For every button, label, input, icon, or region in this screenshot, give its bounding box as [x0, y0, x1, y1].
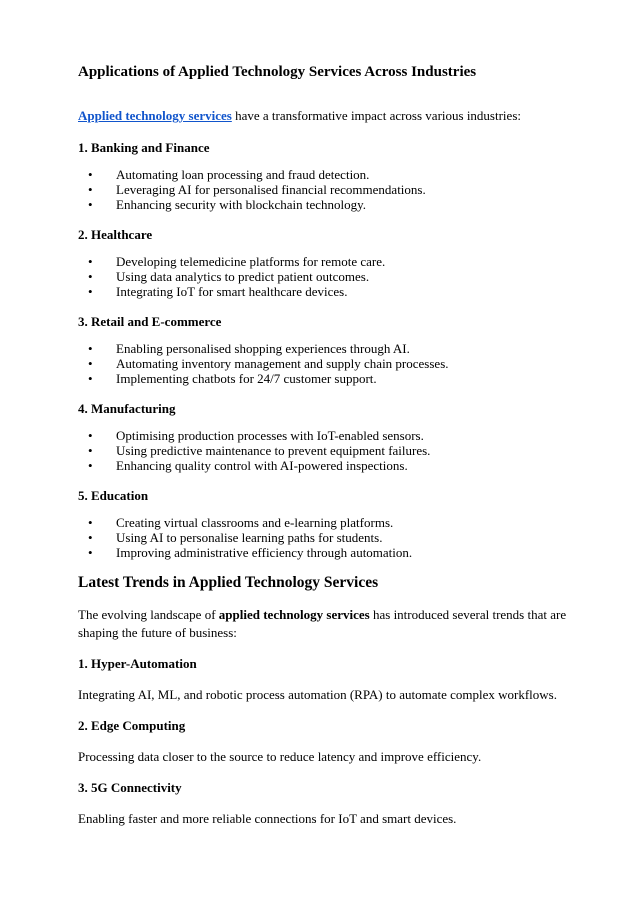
intro-text: have a transformative impact across various industries:	[231, 108, 521, 123]
trend-text-edge-computing: Processing data closer to the source to reduce latency and improve efficiency.	[78, 749, 482, 764]
bullet-icon: •	[88, 197, 93, 212]
section-list-manufacturing	[78, 428, 578, 473]
list-item: • Improving administrative efficiency through automation.	[88, 545, 413, 560]
bullet-icon: •	[88, 530, 93, 545]
trends-heading: Latest Trends in Applied Technology Services	[78, 574, 379, 591]
bullet-icon: •	[88, 428, 93, 443]
trends-intro: The evolving landscape of applied technology services has introduced several trends that are shaping the future of business:	[78, 607, 567, 640]
bullet-icon: •	[88, 458, 93, 473]
bullet-icon: •	[88, 254, 93, 269]
section-list-education	[78, 515, 578, 560]
list-item: • Enhancing security with blockchain technology.	[88, 197, 367, 212]
list-item: • Using predictive maintenance to prevent equipment failures.	[88, 443, 431, 458]
document-title: Applications of Applied Technology Services Across Industries	[78, 64, 477, 80]
bullet-icon: •	[88, 284, 93, 299]
list-item: • Developing telemedicine platforms for remote care.	[88, 254, 386, 269]
trend-title-edge-computing: 2. Edge Computing	[78, 718, 186, 733]
bullet-icon: •	[88, 341, 93, 356]
trend-title-hyper-automation: 1. Hyper-Automation	[78, 656, 197, 671]
section-list-healthcare	[78, 254, 578, 299]
list-item: • Optimising production processes with IoT-enabled sensors.	[88, 428, 424, 443]
list-item: • Integrating IoT for smart healthcare devices.	[88, 284, 348, 299]
list-item: • Creating virtual classrooms and e-learning platforms.	[88, 515, 394, 530]
section-title-retail: 3. Retail and E-commerce	[78, 314, 222, 329]
document-page	[78, 62, 578, 828]
section-title-healthcare: 2. Healthcare	[78, 227, 153, 242]
applied-technology-services-link[interactable]: Applied technology services	[78, 108, 232, 123]
section-title-manufacturing: 4. Manufacturing	[78, 401, 176, 416]
bullet-icon: •	[88, 371, 93, 386]
bullet-icon: •	[88, 167, 93, 182]
list-item: • Using data analytics to predict patient outcomes.	[88, 269, 370, 284]
section-title-banking: 1. Banking and Finance	[78, 140, 210, 155]
list-item: • Enabling personalised shopping experiences through AI.	[88, 341, 410, 356]
list-item: • Automating inventory management and supply chain processes.	[88, 356, 449, 371]
list-item: • Automating loan processing and fraud detection.	[88, 167, 370, 182]
intro-paragraph	[78, 107, 578, 125]
bullet-icon: •	[88, 443, 93, 458]
section-list-retail	[78, 341, 578, 386]
section-list-banking	[78, 167, 578, 212]
bullet-icon: •	[88, 269, 93, 284]
bullet-icon: •	[88, 356, 93, 371]
list-item: • Implementing chatbots for 24/7 customer support.	[88, 371, 377, 386]
bullet-icon: •	[88, 515, 93, 530]
trends-intro-bold: applied technology services	[218, 607, 370, 622]
trend-text-hyper-automation: Integrating AI, ML, and robotic process automation (RPA) to automate complex workflows.	[78, 687, 557, 702]
trend-text-5g-connectivity: Enabling faster and more reliable connections for IoT and smart devices.	[78, 811, 457, 826]
bullet-icon: •	[88, 182, 93, 197]
list-item: • Leveraging AI for personalised financial recommendations.	[88, 182, 426, 197]
list-item: • Enhancing quality control with AI-powered inspections.	[88, 458, 408, 473]
trend-title-5g-connectivity: 3. 5G Connectivity	[78, 780, 182, 795]
list-item: • Using AI to personalise learning paths for students.	[88, 530, 383, 545]
section-title-education: 5. Education	[78, 488, 149, 503]
bullet-icon: •	[88, 545, 93, 560]
